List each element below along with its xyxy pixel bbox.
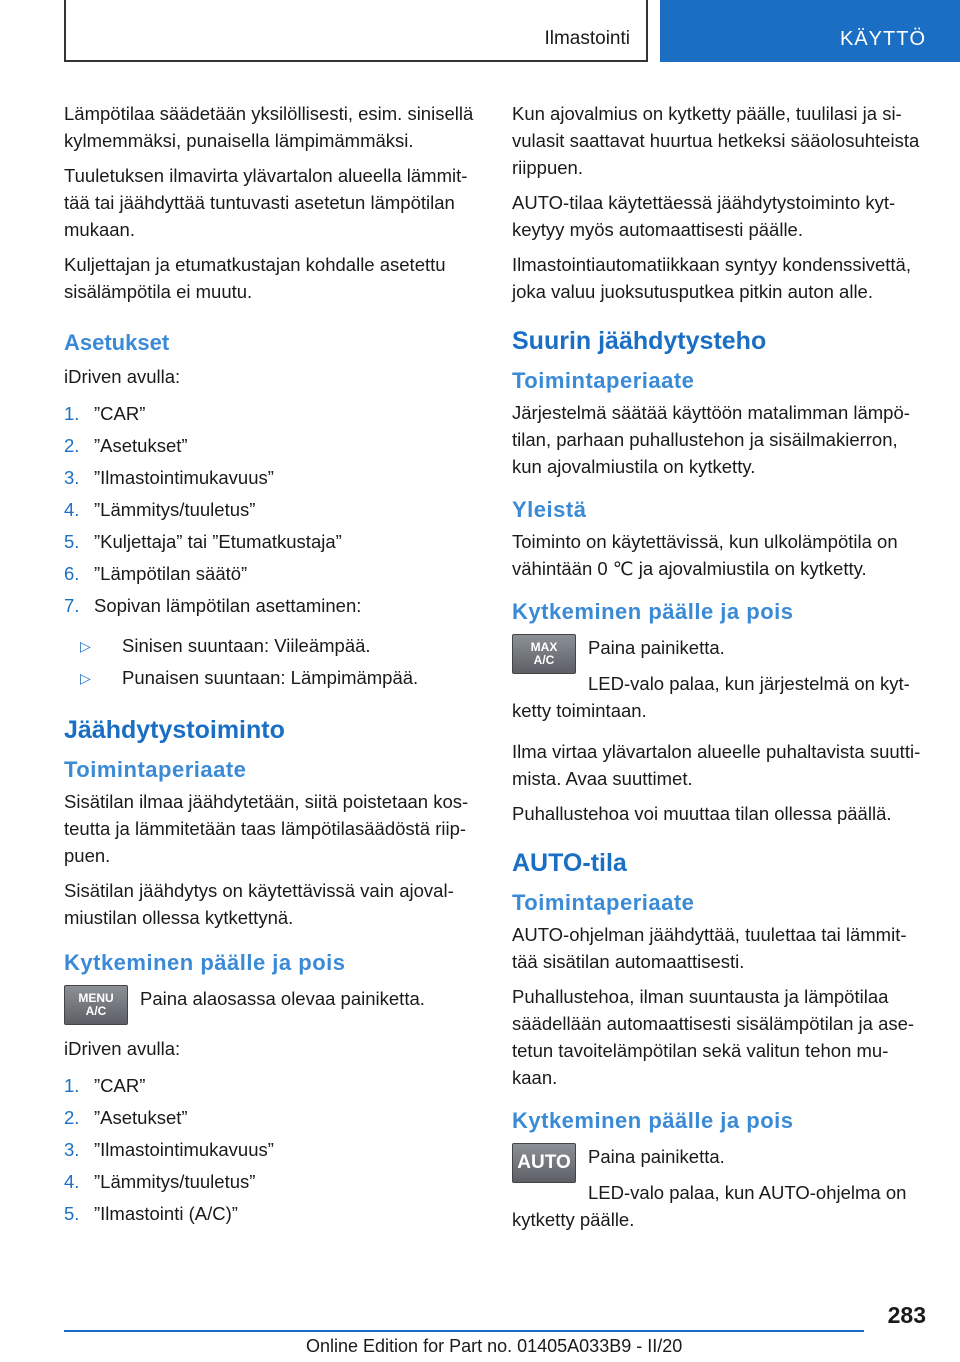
max-led-text: LED-valo palaa, kun järjestelmä on kyt- ketty toimintaan.	[512, 673, 910, 721]
auto-button-row	[512, 1139, 930, 1183]
step-text: ”Asetukset”	[94, 435, 188, 456]
menu-ac-button-row	[64, 981, 482, 1025]
cooling-switch-heading: Kytkeminen päälle ja pois	[64, 950, 346, 975]
header-section-title: Ilmastointi	[544, 28, 630, 49]
step-number: 2.	[64, 1107, 80, 1128]
list-item	[64, 1102, 482, 1134]
list-item	[64, 1198, 482, 1230]
intro-paragraph: Kuljettajan ja etumatkustajan kohdalle asetettu sisälämpötila ei muutu.	[64, 254, 446, 302]
intro-paragraph: Tuuletuksen ilmavirta ylävartalon alueella lämmit- tää tai jäähdyttää tuntuvasti asetetun lämpötilan mukaan.	[64, 165, 468, 240]
auto-heading: AUTO-tila	[512, 849, 627, 877]
substep-text: Sinisen suuntaan: Viileämpää.	[122, 635, 371, 656]
general-text: Toiminto on käytettävissä, kun ulkolämpötila on vähintään 0 ℃ ja ajovalmiustila on kytketty.	[512, 531, 898, 579]
menu-ac-instruction: Paina alaosassa olevaa painiketta.	[140, 988, 425, 1009]
step-number: 4.	[64, 499, 80, 520]
auto-principle-text: Puhallustehoa, ilman suuntausta ja lämpötilaa säädellään automaattisesti sisälämpötilan ja ase- tetun tavoitelämpötilan sekä valitun tehon mu- kaan.	[512, 986, 915, 1088]
step-text: ”Lämmitys/tuuletus”	[94, 1171, 256, 1192]
button-label: AUTO	[517, 1152, 571, 1173]
step-text: ”Lämpötilan säätö”	[94, 563, 248, 584]
list-item	[64, 590, 482, 622]
auto-principle-text: AUTO-ohjelman jäähdyttää, tuulettaa tai lämmit- tää sisätilan automaattisesti.	[512, 924, 907, 972]
list-item	[64, 558, 482, 590]
auto-instruction: Paina painiketta.	[588, 1146, 725, 1167]
step-text: ”Ilmastointimukavuus”	[94, 1139, 274, 1160]
step-text: ”CAR”	[94, 1075, 146, 1096]
triangle-right-icon: ▷	[80, 670, 91, 686]
auto-principle-heading: Toimintaperiaate	[512, 890, 695, 915]
max-ac-instruction: Paina painiketta.	[588, 637, 725, 658]
list-item	[64, 430, 482, 462]
max-principle-heading: Toimintaperiaate	[512, 368, 695, 393]
step-number: 7.	[64, 595, 80, 616]
step-number: 6.	[64, 563, 80, 584]
max-principle-text: Järjestelmä säätää käyttöön matalimman lämpö- tilan, parhaan puhallustehon ja sisäilmakierron, kun ajovalmiustila on kytketty.	[512, 402, 910, 477]
step-number: 2.	[64, 435, 80, 456]
list-item	[64, 630, 482, 662]
intro-paragraph: AUTO-tilaa käytettäessä jäähdytystoiminto kyt- keytyy myös automaattisesti päälle.	[512, 192, 896, 240]
settings-steps-list	[64, 398, 482, 622]
step-text: ”Asetukset”	[94, 1107, 188, 1128]
header-chapter-box	[660, 0, 960, 62]
list-item	[64, 398, 482, 430]
general-heading: Yleistä	[512, 497, 587, 522]
auto-button-image	[512, 1143, 576, 1183]
header-section-box	[64, 0, 648, 62]
list-item	[64, 494, 482, 526]
max-after-text: Ilma virtaa ylävartalon alueelle puhaltavista suutti- mista. Avaa suuttimet.	[512, 741, 921, 789]
list-item	[64, 1070, 482, 1102]
max-cooling-heading: Suurin jäähdytysteho	[512, 327, 767, 355]
settings-heading: Asetukset	[64, 330, 170, 355]
button-label: MAX	[530, 640, 558, 654]
temperature-substeps	[64, 630, 482, 694]
cooling-principle-text: Sisätilan ilmaa jäähdytetään, siitä poistetaan kos- teutta ja lämmitetään taas lämpötilasäädöstä riip- puen.	[64, 791, 469, 866]
list-item	[64, 1166, 482, 1198]
list-item	[64, 526, 482, 558]
list-item	[64, 662, 482, 694]
step-number: 1.	[64, 1075, 80, 1096]
button-label: A/C	[533, 653, 555, 667]
step-number: 4.	[64, 1171, 80, 1192]
cooling-principle-heading: Toimintaperiaate	[64, 757, 247, 782]
auto-led-text: LED-valo palaa, kun AUTO-ohjelma on kytketty päälle.	[512, 1182, 907, 1230]
step-text: ”Ilmastointi (A/C)”	[94, 1203, 238, 1224]
settings-idrive-label: iDriven avulla:	[64, 366, 181, 387]
cooling-principle-text: Sisätilan jäähdytys on käytettävissä vain ajoval- miustilan ollessa kytkettynä.	[64, 880, 454, 928]
list-item	[64, 462, 482, 494]
step-text: ”Ilmastointimukavuus”	[94, 467, 274, 488]
switch-steps-list	[64, 1070, 482, 1230]
button-label: MENU	[78, 991, 114, 1005]
step-number: 5.	[64, 1203, 80, 1224]
switch-idrive-label: iDriven avulla:	[64, 1038, 181, 1059]
max-ac-button-row	[512, 630, 930, 674]
triangle-right-icon: ▷	[80, 638, 91, 654]
right-column	[512, 100, 930, 1241]
step-text: ”Kuljettaja” tai ”Etumatkustaja”	[94, 531, 342, 552]
list-item	[64, 1134, 482, 1166]
footer-divider	[64, 1330, 864, 1332]
step-number: 3.	[64, 467, 80, 488]
step-number: 3.	[64, 1139, 80, 1160]
footer-edition: Online Edition for Part no. 01405A033B9 - II/20	[306, 1336, 683, 1356]
substep-text: Punaisen suuntaan: Lämpimämpää.	[122, 667, 419, 688]
step-text: ”CAR”	[94, 403, 146, 424]
step-number: 1.	[64, 403, 80, 424]
cooling-heading: Jäähdytystoiminto	[64, 716, 285, 744]
intro-paragraph: Lämpötilaa säädetään yksilöllisesti, esim. sinisellä kylmemmäksi, punaisella lämpimämmäksi.	[64, 103, 474, 151]
header-chapter-title: KÄYTTÖ	[839, 28, 926, 50]
step-text: Sopivan lämpötilan asettaminen:	[94, 595, 362, 616]
intro-paragraph: Ilmastointiautomatiikkaan syntyy kondenssivettä, joka valuu juoksutusputkea pitkin auton alle.	[512, 254, 911, 302]
max-ac-button-image	[512, 634, 576, 674]
page-number: 283	[887, 1302, 926, 1328]
button-label: A/C	[85, 1004, 107, 1018]
menu-ac-button-image	[64, 985, 128, 1025]
step-text: ”Lämmitys/tuuletus”	[94, 499, 256, 520]
auto-switch-heading: Kytkeminen päälle ja pois	[512, 1108, 794, 1133]
step-number: 5.	[64, 531, 80, 552]
max-switch-heading: Kytkeminen päälle ja pois	[512, 599, 794, 624]
max-after-text: Puhallustehoa voi muuttaa tilan ollessa päällä.	[512, 803, 892, 824]
left-column	[64, 100, 482, 1238]
intro-paragraph: Kun ajovalmius on kytketty päälle, tuulilasi ja si- vulasit saattavat huurtua hetkeksi sääolosuhteista riippuen.	[512, 103, 920, 178]
